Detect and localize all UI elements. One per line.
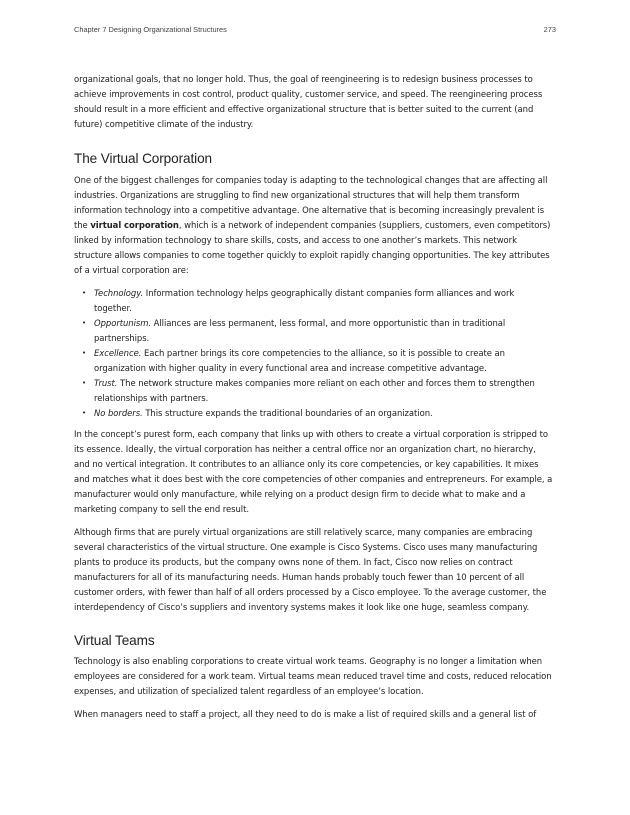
virtual-corporation-paragraph-1: [74, 173, 554, 278]
attribute-text: The network structure makes companies more reliant on each other and forces them to strengthen relationships with partners.: [94, 378, 535, 403]
list-item: [74, 286, 554, 316]
bullet-icon: •: [82, 409, 87, 417]
virtual-corporation-paragraph-3: Although firms that are purely virtual organizations are still relatively scarce, many companies are embracing several characteristics of the virtual structure. One example is Cisco Systems. Cisco uses many manufacturing plants to produce its products, but the company owns none of them. In fact, Cisco now relies on contract manufacturers for all of its manufacturing needs. Human hands probably touch fewer than 10 percent of all customer orders, with fewer than half of all orders processed by a Cisco employee. To the average customer, the interdependency of Cisco’s suppliers and inventory systems makes it look like one huge, seamless company.: [74, 527, 547, 612]
page-header: [74, 25, 556, 37]
paragraph-text: One of the biggest challenges for companies today is adapting to the technological changes that are affecting all industries. Organizations are struggling to find new organizational structures that will help them transform information technology into a competitive advantage. One alternative that is becoming increasingly prevalent is the: [74, 175, 548, 230]
attribute-text: Alliances are less permanent, less formal, and more opportunistic than in traditional partnerships.: [94, 318, 506, 343]
virtual-corporation-paragraph-2: In the concept’s purest form, each company that links up with others to create a virtual corporation is stripped to its essence. Ideally, the virtual corporation has neither a central office nor an organization chart, no hierarchy, and no vertical integration. It contributes to an alliance only its core competencies, or key capabilities. It mixes and matches what it does best with the core competencies of other companies and entrepreneurs. For example, a manufacturer would only manufacture, while relying on a product design firm to decide what to make and a marketing company to sell the end result.: [74, 429, 553, 514]
attribute-term: Trust.: [94, 378, 118, 388]
list-item: [74, 346, 554, 376]
bullet-icon: •: [82, 379, 87, 387]
bullet-icon: •: [82, 349, 87, 357]
attribute-text: Information technology helps geographically distant companies form alliances and work together.: [94, 288, 515, 313]
virtual-teams-paragraph-1: Technology is also enabling corporations to create virtual work teams. Geography is no longer a limitation when employees are considered for a work team. Virtual teams mean reduced travel time and costs, reduced relocation expenses, and utilization of specialized talent regardless of an employee’s location.: [74, 656, 552, 696]
virtual-teams-paragraph-2: When managers need to staff a project, all they need to do is make a list of required skills and a general list of: [74, 709, 537, 719]
paragraph-text: , which is a network of independent companies (suppliers, customers, even competitors) linked by information technology to share skills, costs, and access to one another’s markets. This network structure allows companies to come together quickly to exploit rapidly changing opportunities. The key attributes of a virtual corporation are:: [74, 220, 551, 275]
attribute-text: This structure expands the traditional boundaries of an organization.: [142, 408, 433, 418]
attribute-term: Opportunism.: [94, 318, 152, 328]
page-number: 273: [543, 25, 556, 34]
intro-paragraph: organizational goals, that no longer hold. Thus, the goal of reengineering is to redesign business processes to achieve improvements in cost control, product quality, customer service, and speed. The reengineering process should result in a more efficient and effective organizational structure that is better suited to the current (and future) competitive climate of the industry.: [74, 74, 543, 129]
chapter-title: Chapter 7 Designing Organizational Structures: [74, 25, 227, 34]
attribute-term: Technology.: [94, 288, 144, 298]
bullet-icon: •: [82, 319, 87, 327]
list-item: [74, 376, 554, 406]
attributes-list: [74, 286, 554, 421]
attribute-term: Excellence.: [94, 348, 142, 358]
key-term-virtual-corporation: virtual corporation: [90, 220, 179, 230]
page-body: [74, 72, 554, 730]
attribute-text: Each partner brings its core competencies to the alliance, so it is possible to create an organization with higher quality in every functional area and increase competitive advantage.: [94, 348, 505, 373]
section-heading-virtual-corporation: The Virtual Corporation: [74, 151, 212, 166]
bullet-icon: •: [82, 289, 87, 297]
section-heading-virtual-teams: Virtual Teams: [74, 633, 155, 648]
list-item: [74, 316, 554, 346]
attribute-term: No borders.: [94, 408, 143, 418]
list-item: [74, 406, 554, 421]
